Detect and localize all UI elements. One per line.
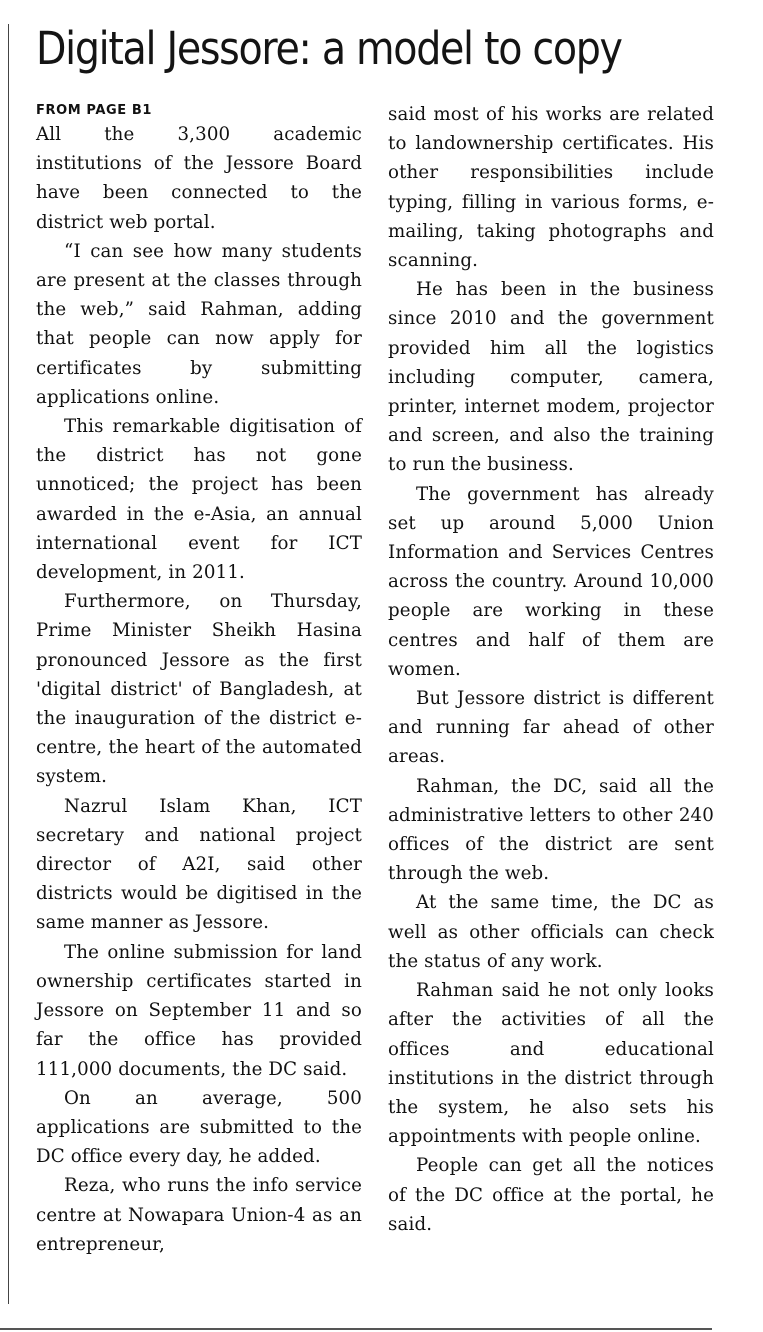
bottom-rule bbox=[0, 1328, 712, 1330]
article-paragraph: This remarkable digitisation of the district has not gone unnoticed; the project has been awarded in the e-Asia, an annual international event for ICT development, in 2011. bbox=[36, 416, 362, 584]
article-column-left bbox=[36, 100, 362, 1259]
article-paragraph: The government has already set up around 5,000 Union Information and Services Centres across the country. Around 10,000 people are working in these centres and half of them are women. bbox=[388, 483, 714, 680]
article-paragraph: All the 3,300 academic institutions of the Jessore Board have been connected to the district web portal. bbox=[36, 124, 362, 233]
article-paragraph: The online submission for land ownership certificates started in Jessore on September 11 and so far the office has provided 111,000 documents, the DC said. bbox=[36, 941, 362, 1080]
article-paragraph: People can get all the notices of the DC office at the portal, he said. bbox=[388, 1155, 714, 1235]
article-paragraph: Furthermore, on Thursday, Prime Minister Sheikh Hasina pronounced Jessore as the first 'digital district' of Bangladesh, at the inauguration of the district e-centre, the heart of the automated system. bbox=[36, 591, 362, 788]
article-paragraph-continued: said most of his works are related to landownership certificates. His other responsibilities include typing, filling in various forms, e-mailing, taking photographs and scanning. bbox=[388, 104, 714, 272]
article-paragraph: Reza, who runs the info service centre at Nowapara Union-4 as an entrepreneur, bbox=[36, 1175, 362, 1255]
article-paragraph: On an average, 500 applications are submitted to the DC office every day, he added. bbox=[36, 1087, 362, 1168]
article-paragraph: But Jessore district is different and running far ahead of other areas. bbox=[388, 688, 714, 768]
article-paragraph: He has been in the business since 2010 and the government provided him all the logistics including computer, camera, printer, internet modem, projector and screen, and also the training to run the business. bbox=[388, 279, 714, 476]
article-paragraph: Rahman, the DC, said all the administrative letters to other 240 offices of the district are sent through the web. bbox=[388, 775, 714, 885]
article-column-right bbox=[388, 100, 714, 1239]
column-rule-left bbox=[8, 24, 9, 1304]
article-paragraph: Rahman said he not only looks after the activities of all the offices and educational institutions in the district through the system, he also sets his appointments with people online. bbox=[388, 980, 714, 1148]
article-paragraph: “I can see how many students are present at the classes through the web,” said Rahman, adding that people can now apply for certificates by submitting applications online. bbox=[36, 240, 362, 408]
article-paragraph: Nazrul Islam Khan, ICT secretary and national project director of A2I, said other districts would be digitised in the same manner as Jessore. bbox=[36, 795, 362, 934]
article-paragraph: At the same time, the DC as well as other officials can check the status of any work. bbox=[388, 892, 714, 972]
continuation-kicker: FROM PAGE B1 bbox=[36, 103, 153, 118]
headline: Digital Jessore: a model to copy bbox=[36, 22, 622, 75]
